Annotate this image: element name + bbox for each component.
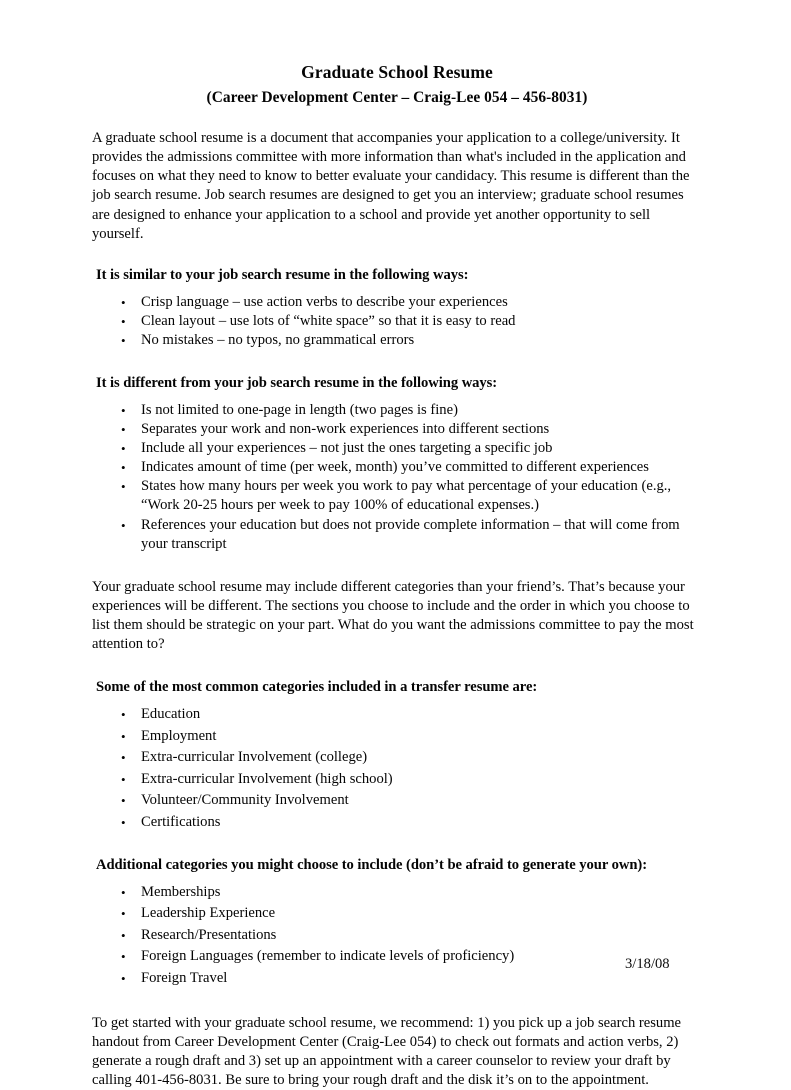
bullet-icon: • xyxy=(121,422,126,438)
list-item xyxy=(92,770,702,789)
list-item xyxy=(92,969,702,988)
bullet-icon: • xyxy=(121,707,126,723)
bullet-icon: • xyxy=(121,793,126,809)
bullet-icon: • xyxy=(121,771,126,787)
bullet-icon: • xyxy=(121,927,126,943)
different-bullet-list xyxy=(92,401,702,554)
list-item-label: No mistakes – no typos, no grammatical errors xyxy=(141,331,415,348)
bullet-icon: • xyxy=(121,814,126,830)
list-item-label: Foreign Travel xyxy=(141,969,228,986)
list-item-label: Research/Presentations xyxy=(141,926,277,943)
section-heading-different: It is different from your job search resume in the following ways: xyxy=(96,374,498,391)
list-item xyxy=(92,477,702,515)
list-item xyxy=(92,705,702,724)
additional-categories-list xyxy=(92,883,702,988)
bullet-icon: • xyxy=(121,479,126,495)
list-item-label: Clean layout – use lots of “white space” so that it is easy to read xyxy=(141,312,516,329)
section-heading-similar: It is similar to your job search resume in the following ways: xyxy=(96,266,469,283)
list-item-label: Education xyxy=(141,706,201,723)
list-item xyxy=(92,439,702,458)
list-item-label: Memberships xyxy=(141,883,221,900)
list-item xyxy=(92,904,702,923)
list-item xyxy=(92,293,702,312)
bullet-icon: • xyxy=(121,517,126,533)
list-item xyxy=(92,331,702,350)
list-item-label: Leadership Experience xyxy=(141,905,276,922)
list-item xyxy=(92,401,702,420)
list-item-label: Indicates amount of time (per week, month) you’ve committed to different experiences xyxy=(141,459,649,476)
list-item xyxy=(92,926,702,945)
bullet-icon: • xyxy=(121,402,126,418)
list-item-label: Employment xyxy=(141,727,217,744)
list-item xyxy=(92,420,702,439)
list-item-label: Separates your work and non-work experiences into different sections xyxy=(141,421,550,438)
page-subtitle: (Career Development Center – Craig-Lee 054 – 456-8031) xyxy=(206,88,588,106)
bullet-icon: • xyxy=(121,884,126,900)
section-heading-common-categories: Some of the most common categories included in a transfer resume are: xyxy=(96,679,538,696)
bullet-icon: • xyxy=(121,441,126,457)
similar-bullet-list xyxy=(92,293,702,350)
list-item-label: References your education but does not provide complete information – that will come from your transcript xyxy=(141,516,680,552)
list-item xyxy=(92,312,702,331)
list-item-label: Crisp language – use action verbs to describe your experiences xyxy=(141,293,508,310)
bullet-icon: • xyxy=(121,949,126,965)
list-item xyxy=(92,516,702,554)
bullet-icon: • xyxy=(121,294,126,310)
list-item xyxy=(92,947,702,966)
list-item-label: Extra-curricular Involvement (college) xyxy=(141,749,368,766)
closing-paragraph: To get started with your graduate school resume, we recommend: 1) you pick up a job search resume handout from Career Development Center (Craig-Lee 054) to check out formats and action verbs, 2) generate a rough draft and 3) set up an appointment with a career counselor to review your draft by calling 401-456-8031. Be sure to bring your rough draft and the disk it’s on to the appointment. xyxy=(92,1014,682,1088)
list-item xyxy=(92,748,702,767)
common-categories-list xyxy=(92,705,702,832)
footer-date: 3/18/08 xyxy=(625,956,670,972)
intro-paragraph: A graduate school resume is a document that accompanies your application to a college/university. It provides the admissions committee with more information than what's included in the application and focuses on what they need to know to better evaluate your candidacy. This resume is different than the job search resume. Job search resumes are designed to get you an interview; graduate school resumes are designed to enhance your application to a school and provide yet another opportunity to sell yourself. xyxy=(92,130,690,242)
document-content xyxy=(92,62,702,1090)
list-item-label: Is not limited to one-page in length (two pages is fine) xyxy=(141,401,458,418)
bullet-icon: • xyxy=(121,906,126,922)
list-item-label: Include all your experiences – not just the ones targeting a specific job xyxy=(141,440,553,457)
bullet-icon: • xyxy=(121,332,126,348)
list-item xyxy=(92,883,702,902)
list-item-label: Extra-curricular Involvement (high school) xyxy=(141,770,393,787)
categories-paragraph: Your graduate school resume may include different categories than your friend’s. That’s because your experiences will be different. The sections you choose to include and the order in which you choose to list them should be strategic on your part. What do you want the admissions committee to pay the most attention to? xyxy=(92,578,694,652)
bullet-icon: • xyxy=(121,460,126,476)
list-item-label: Foreign Languages (remember to indicate levels of proficiency) xyxy=(141,948,515,965)
list-item xyxy=(92,791,702,810)
section-heading-additional-categories: Additional categories you might choose to include (don’t be afraid to generate your own): xyxy=(96,856,648,873)
list-item-label: Certifications xyxy=(141,813,221,830)
list-item xyxy=(92,813,702,832)
bullet-icon: • xyxy=(121,970,126,986)
list-item xyxy=(92,727,702,746)
list-item-label: Volunteer/Community Involvement xyxy=(141,792,349,809)
page-title: Graduate School Resume xyxy=(301,62,493,82)
list-item xyxy=(92,458,702,477)
bullet-icon: • xyxy=(121,313,126,329)
bullet-icon: • xyxy=(121,750,126,766)
bullet-icon: • xyxy=(121,728,126,744)
list-item-label: States how many hours per week you work to pay what percentage of your education (e.g., “Work 20-25 hours per week to pay 100% of educational expenses.) xyxy=(141,478,672,514)
